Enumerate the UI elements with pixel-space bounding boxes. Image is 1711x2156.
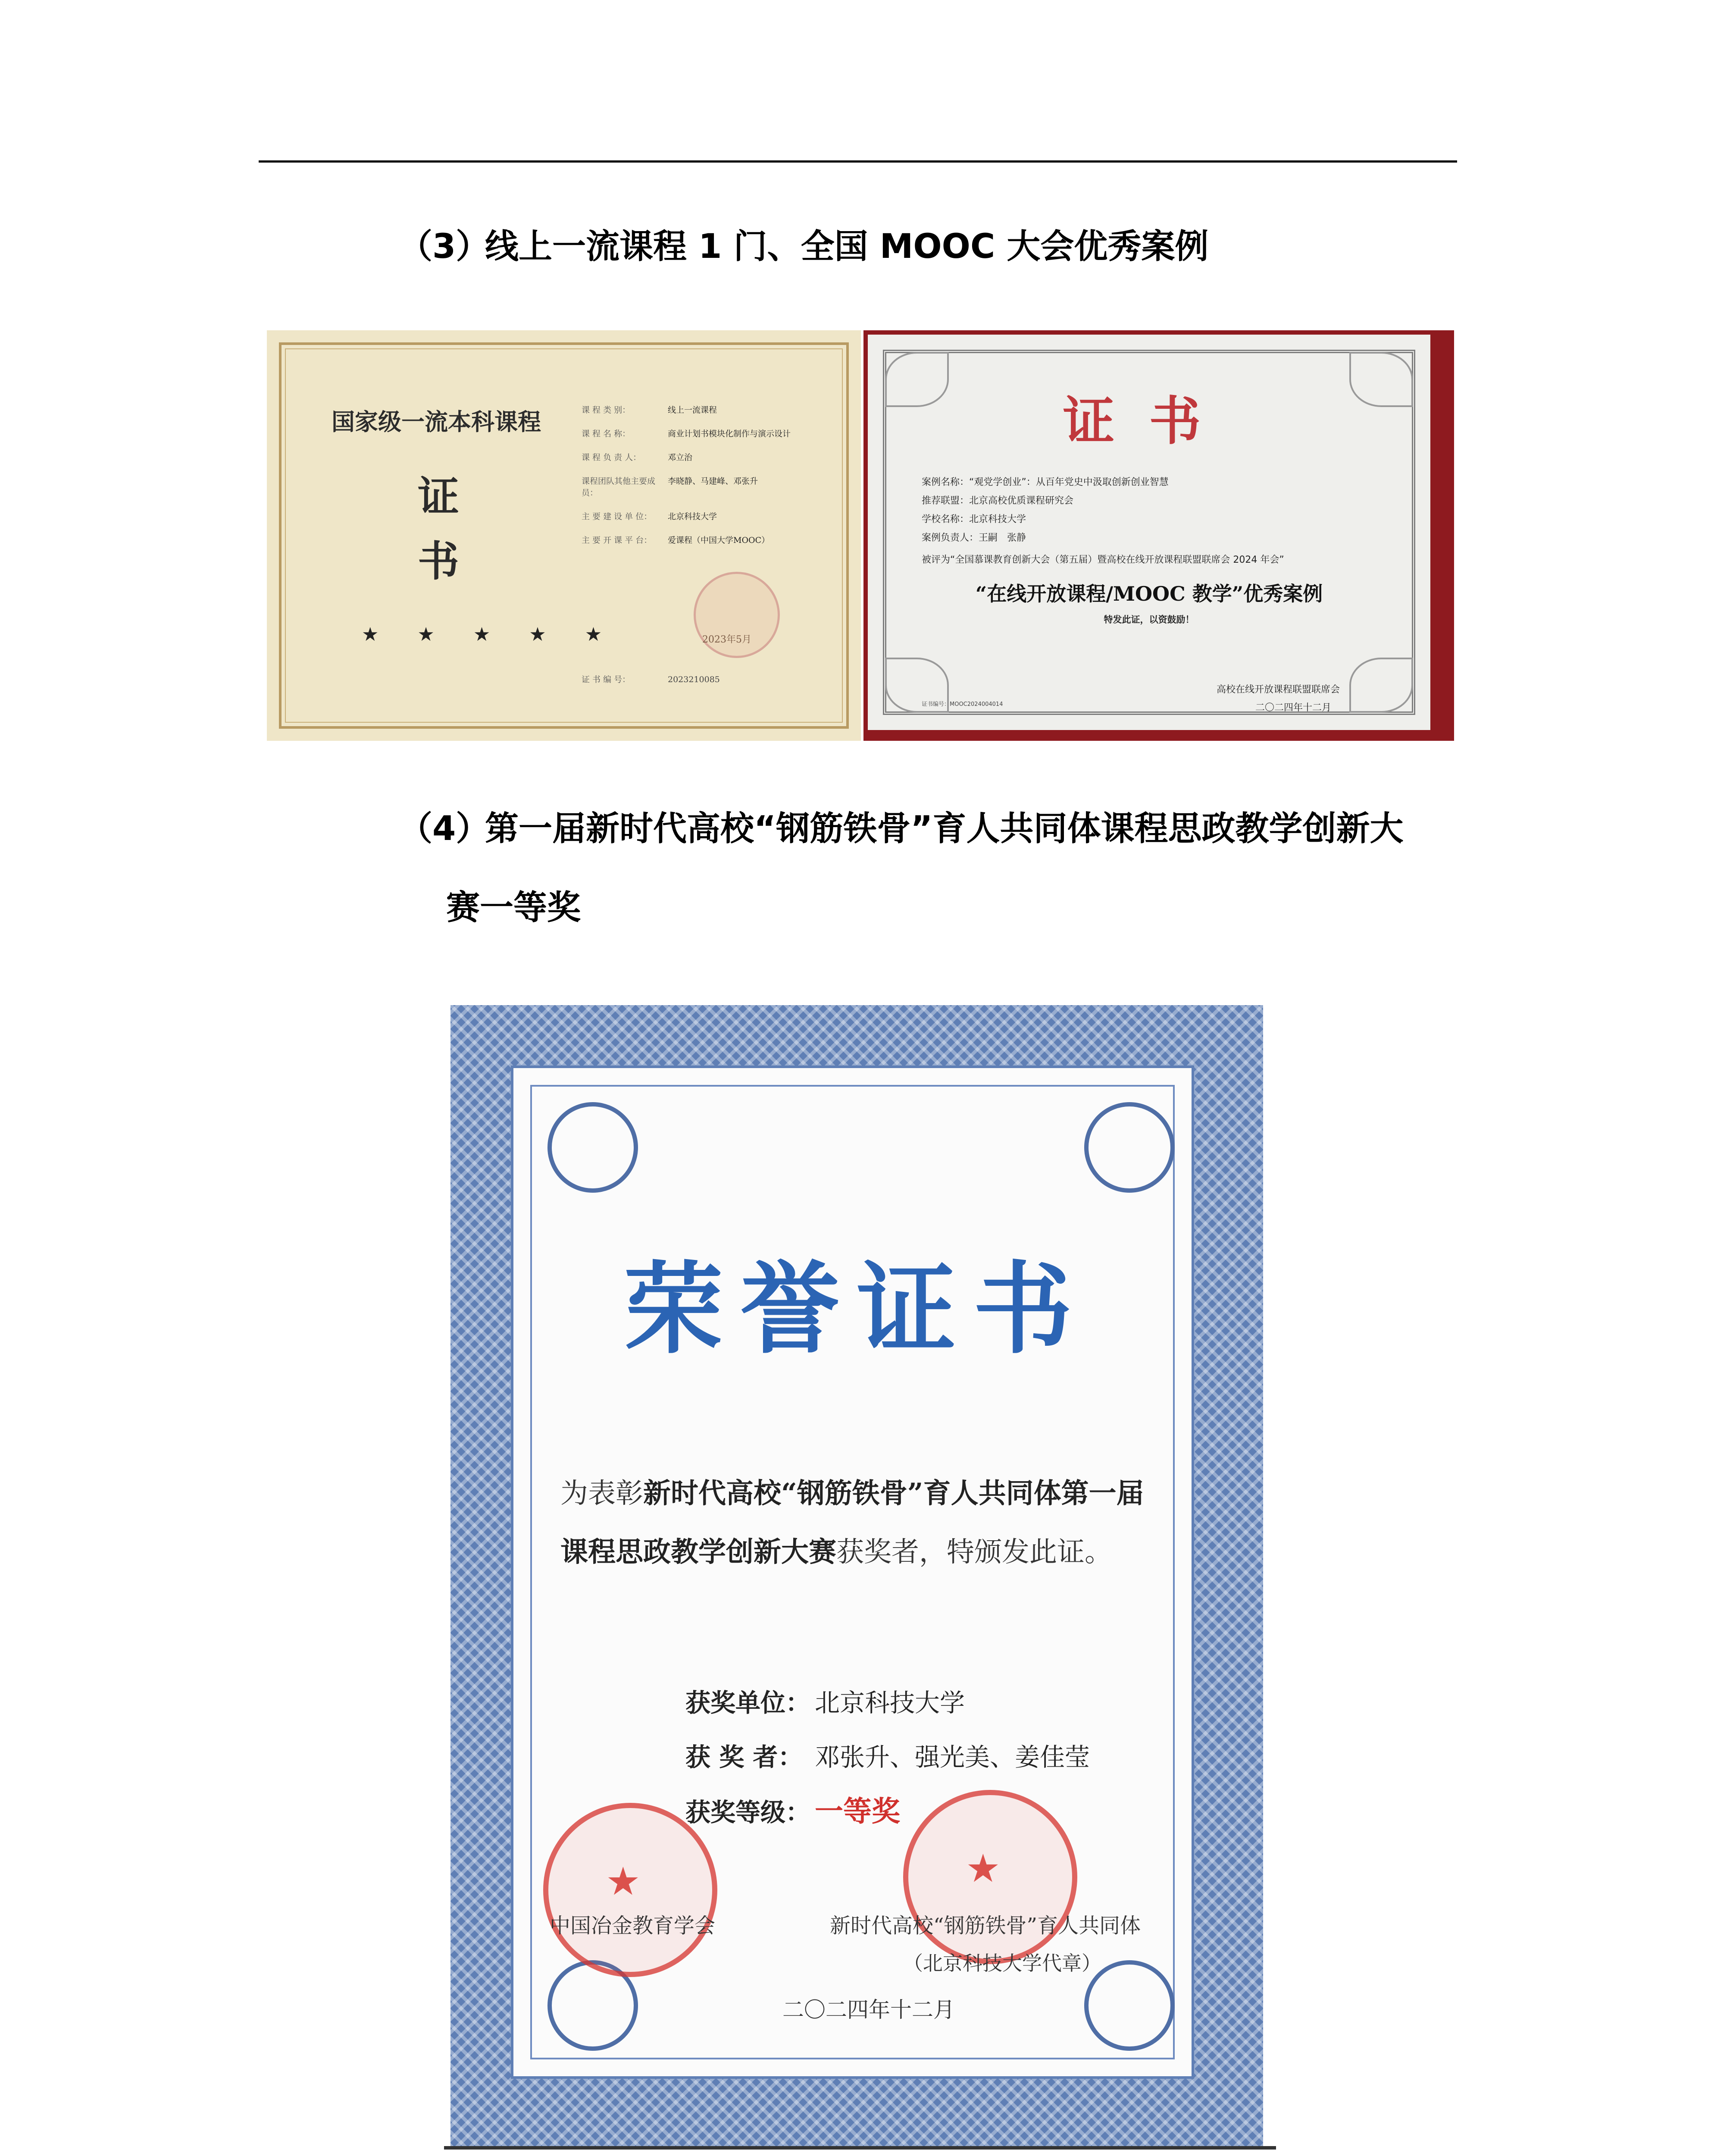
certificate-field-row <box>582 510 840 522</box>
certificate-field-row <box>582 427 840 439</box>
certificate-number <box>582 673 720 685</box>
body-closing: 获奖者，特颁发此证。 <box>836 1536 1112 1568</box>
field-value: 邓立治 <box>668 453 693 462</box>
detail-line: 推荐联盟：北京高校优质课程研究会 <box>922 495 1074 506</box>
field-value: 爱课程（中国大学MOOC） <box>668 536 770 545</box>
certificate-big-char: 书 <box>418 537 459 586</box>
issuer-right: 新时代高校“钢筋铁骨”育人共同体 <box>830 1914 1141 1938</box>
award-winners-value: 邓张升、强光美、姜佳莹 <box>815 1742 1090 1772</box>
award-level-value: 一等奖 <box>815 1795 900 1828</box>
certificate-title: 荣誉证书 <box>624 1251 1090 1367</box>
seal-star-icon: ★ <box>606 1859 641 1904</box>
heading-item-4-number: （4） <box>399 809 490 848</box>
certificate-body <box>560 1464 1164 1582</box>
certificate-field-row <box>582 451 840 463</box>
certificate-number: 证书编号：MOOC2024004014 <box>922 701 1003 708</box>
field-value: 线上一流课程 <box>668 405 717 415</box>
body-intro: 为表彰 <box>560 1478 643 1510</box>
certificate-details <box>922 475 1396 549</box>
special-note: 特发此证，以资鼓励！ <box>1104 614 1195 625</box>
award-unit-value: 北京科技大学 <box>815 1688 965 1717</box>
image-bottom-edge <box>444 2146 1276 2150</box>
award-winners-row <box>685 1730 1090 1784</box>
detail-line: 案例负责人：王嗣 张静 <box>922 533 1026 543</box>
award-unit-key: 获奖单位： <box>685 1688 811 1717</box>
heading-item-3-number: （3） <box>399 227 490 266</box>
honor-certificate <box>446 1001 1274 2151</box>
seal-star-icon: ★ <box>966 1846 1001 1891</box>
national-first-class-course-certificate <box>267 330 861 741</box>
award-unit-row <box>685 1676 1090 1730</box>
certificate-title: 证书 <box>1063 391 1236 451</box>
certificate-field-row <box>582 404 840 415</box>
issue-date: 二〇二四年十二月 <box>1255 702 1331 713</box>
stars-decoration: ★ ★ ★ ★ ★ <box>362 624 619 646</box>
field-value: 李晓静、马建峰、邓张升 <box>668 476 758 486</box>
seal-date: 2023年5月 <box>702 634 751 645</box>
corner-ornament <box>1084 1102 1175 1193</box>
issuer: 高校在线开放课程联盟联席会 <box>1216 684 1340 695</box>
field-key: 主 要 开 课 平 台： <box>582 536 652 545</box>
field-value: 北京科技大学 <box>668 512 717 521</box>
corner-ornament <box>1349 658 1413 713</box>
detail-line: 学校名称：北京科技大学 <box>922 514 1026 525</box>
field-key: 主 要 建 设 单 位： <box>582 512 652 521</box>
award-winners-key: 获 奖 者： <box>685 1742 803 1772</box>
issuer-left: 中国冶金教育学会 <box>550 1914 716 1938</box>
issue-date: 二〇二四年十二月 <box>782 1997 955 2022</box>
field-key: 课 程 类 别： <box>582 405 631 415</box>
heading-item-4-text: 第一届新时代高校“钢筋铁骨”育人共同体课程思政教学创新大 <box>485 809 1404 848</box>
field-key: 课程团队其他主要成员： <box>582 476 656 498</box>
field-value: 商业计划书模块化制作与演示设计 <box>668 429 791 439</box>
award-level-key: 获奖等级： <box>685 1798 811 1827</box>
heading-item-3 <box>399 227 1209 266</box>
awarded-by-text: 被评为“全国慕课教育创新大会（第五届）暨高校在线开放课程联盟联席会 2024 年会” <box>922 555 1284 565</box>
certificate-fields <box>582 404 840 558</box>
issuer-right-note: （北京科技大学代章） <box>903 1952 1101 1975</box>
corner-ornament <box>547 1102 638 1193</box>
field-key: 课 程 负 责 人： <box>582 453 641 462</box>
heading-item-4-continuation: 赛一等奖 <box>446 888 581 927</box>
certificate-field-row <box>582 534 840 545</box>
honor-title: “在线开放课程/MOOC 教学”优秀案例 <box>975 582 1323 605</box>
body-competition-name: 新时代高校“钢筋铁骨”育人共同体第一届课程思政教学创新大赛 <box>560 1477 1144 1568</box>
certificate-big-char: 证 <box>418 472 459 521</box>
certificate-field-row <box>582 475 840 498</box>
mooc-excellent-case-certificate <box>863 330 1454 741</box>
certificate-title: 国家级一流本科课程 <box>332 408 541 436</box>
field-key: 课 程 名 称： <box>582 429 631 439</box>
heading-item-3-text: 线上一流课程 1 门、全国 MOOC 大会优秀案例 <box>485 227 1209 266</box>
certificate-paper <box>868 335 1430 730</box>
certificate-number-key: 证 书 编 号： <box>582 675 631 684</box>
detail-line: 案例名称：“观党学创业”：从百年党史中汲取创新创业智慧 <box>922 477 1169 488</box>
header-rule <box>259 160 1457 163</box>
heading-item-4 <box>399 809 1404 848</box>
certificate-number-value: 2023210085 <box>668 675 720 684</box>
